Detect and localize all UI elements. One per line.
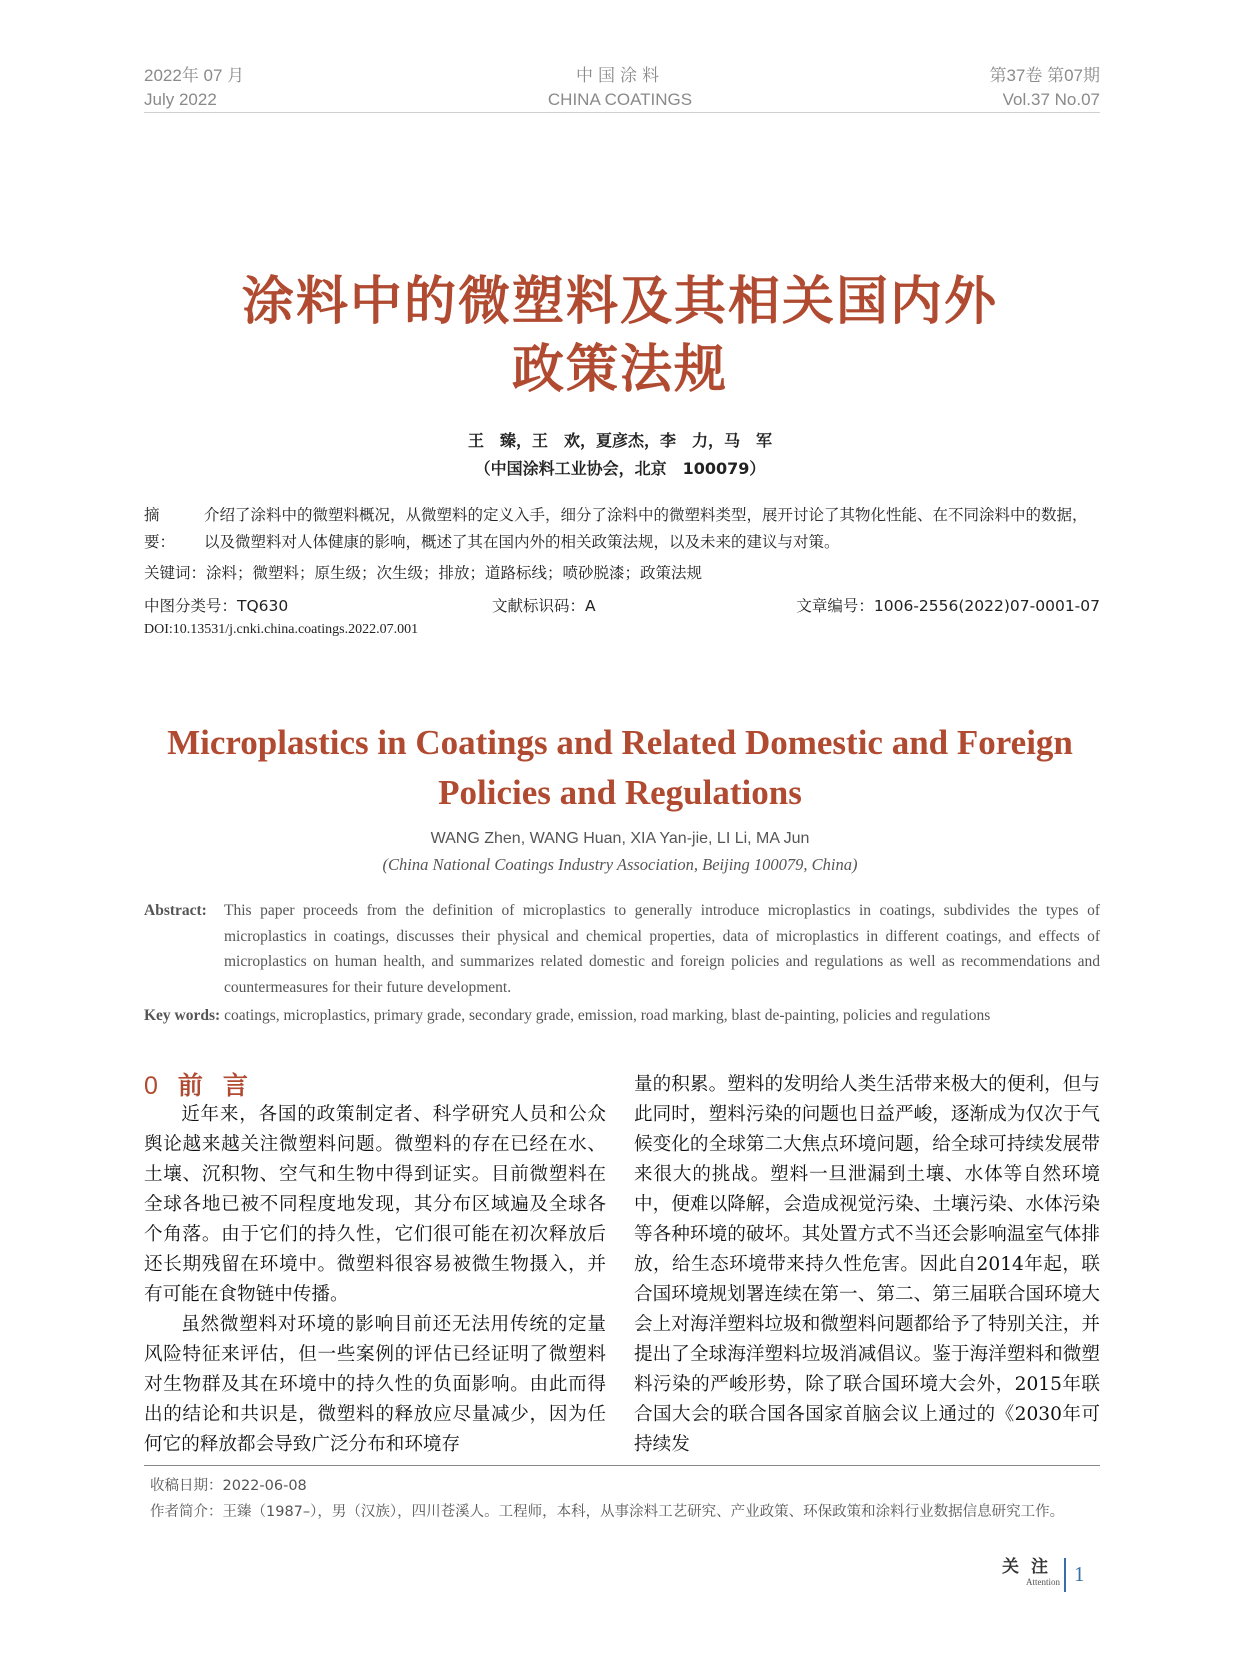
keywords-en-label: Key words: [144,1007,221,1024]
document-code: 文献标识码：A [492,597,596,615]
page-number: 1 [1074,1562,1085,1586]
keywords-en [144,1003,1124,1028]
header-journal-en: CHINA COATINGS [547,90,693,109]
body-paragraph: 近年来，各国的政策制定者、科学研究人员和公众舆论越来越关注微塑料问题。微塑料的存在已经在水、土壤、沉积物、空气和生物中得到证实。目前微塑料在全球各地已被不同程度地发现，其分布区域遍及全球各个角落。由于它们的持久性，它们很可能在初次释放后还长期残留在环境中。微塑料很容易被微生物摄入，并有可能在食物链中传播。 [144,1104,606,1305]
body-paragraph: 虽然微塑料对环境的影响目前还无法用传统的定量风险特征来评估，但一些案例的评估已经证明了微塑料对生物群及其在环境中的持久性的负面影响。由此而得出的结论和共识是，微塑料的释放应尽量减少，因为任何它的释放都会导致广泛分布和环境存 [144,1314,606,1455]
title-cn-line2: 政策法规 [511,340,728,400]
column-label-cn: 关注 [1002,1557,1060,1577]
header-date [144,64,244,112]
abstract-cn [144,502,1100,556]
abstract-en [144,898,1100,1000]
title-en-line2: Policies and Regulations [438,773,802,812]
affiliation-en: (China National Coatings Industry Association, Beijing 100079, China) [382,855,858,874]
clc-number: 中图分类号：TQ630 [144,597,289,615]
authors-en: WANG Zhen, WANG Huan, XIA Yan-jie, LI Li, MA Jun [430,830,810,847]
authors-cn: 王 臻，王 欢，夏彦杰，李 力，马 军 [467,431,772,450]
keywords-cn: 关键词：涂料；微塑料；原生级；次生级；排放；道路标线；喷砂脱漆；政策法规 [144,564,703,582]
article-number: 文章编号：1006-2556(2022)07-0001-07 [796,597,1100,615]
title-cn [120,268,1120,404]
affiliation-cn: （中国涂料工业协会，北京 100079） [474,459,766,478]
section-heading [144,1066,268,1102]
body-column-right [634,1070,1100,1460]
column-label [990,1557,1060,1587]
title-en-line1: Microplastics in Coatings and Related Domestic and Foreign [167,723,1073,762]
header-date-cn: 2022年 07 月 [144,66,245,85]
abstract-cn-text: 介绍了涂料中的微塑料概况，从微塑料的定义入手，细分了涂料中的微塑料类型，展开讨论了其物化性能、在不同涂料中的数据，以及微塑料对人体健康的影响，概述了其在国内外的相关政策法规，以及未来的建议与对策。 [204,506,1088,551]
title-cn-line1: 涂料中的微塑料及其相关国内外 [241,272,998,332]
body-paragraph: 量的积累。塑料的发明给人类生活带来极大的便利，但与此同时，塑料污染的问题也日益严峻，逐渐成为仅次于气候变化的全球第二大焦点环境问题，给全球可持续发展带来很大的挑战。塑料一旦泄漏到土壤、水体等自然环境中，便难以降解，会造成视觉污染、土壤污染、水体污染等各种环境的破坏。其处置方式不当还会影响温室气体排放，给生态环境带来持久性危害。因此自2014年起，联合国环境规划署连续在第一、第二、第三届联合国环境大会上对海洋塑料垃圾和微塑料问题都给予了特别关注，并提出了全球海洋塑料垃圾消减倡议。鉴于海洋塑料和微塑料污染的严峻形势，除了联合国环境大会外，2015年联合国大会的联合国各国家首脑会议上通过的《2030年可持续发 [634,1074,1100,1455]
section-title: 前言 [177,1071,268,1100]
header-date-en: July 2022 [144,90,217,109]
header-volume [989,64,1100,112]
header-volume-cn: 第37卷 第07期 [989,66,1100,85]
section-number: 0 [144,1072,158,1100]
body-column-left [144,1100,606,1460]
author-bio: 作者简介：王臻（1987–），男（汉族），四川苍溪人。工程师，本科，从事涂料工艺研究、产业政策、环保政策和涂料行业数据信息研究工作。 [150,1504,1065,1520]
abstract-en-text: This paper proceeds from the definition of microplastics to generally introduce microplastics in coatings, subdivides the types of microplastics in coatings, discusses their physical and chemical properties, data of microplastics in different coatings, and effects of microplastics on human health, and summarizes related domestic and foreign policies and regulations as well as recommendations and countermeasures for their future development. [224,902,1100,996]
title-en [120,718,1120,818]
footer-divider-bar [1064,1558,1066,1592]
abstract-cn-label: 摘 要： [144,506,176,551]
column-label-en: Attention [1026,1577,1060,1587]
header-journal-cn: 中国涂料 [576,66,664,85]
received-date: 收稿日期：2022-06-08 [150,1478,307,1494]
header-volume-en: Vol.37 No.07 [1002,90,1100,109]
abstract-en-label: Abstract: [144,902,207,919]
keywords-en-text: coatings, microplastics, primary grade, secondary grade, emission, road marking, blast de-painting, policies and regulations [220,1007,991,1024]
footnote-divider [144,1465,1100,1466]
header-divider [144,112,1100,113]
header-journal [500,64,740,112]
doi: DOI:10.13531/j.cnki.china.coatings.2022.07.001 [144,622,419,637]
